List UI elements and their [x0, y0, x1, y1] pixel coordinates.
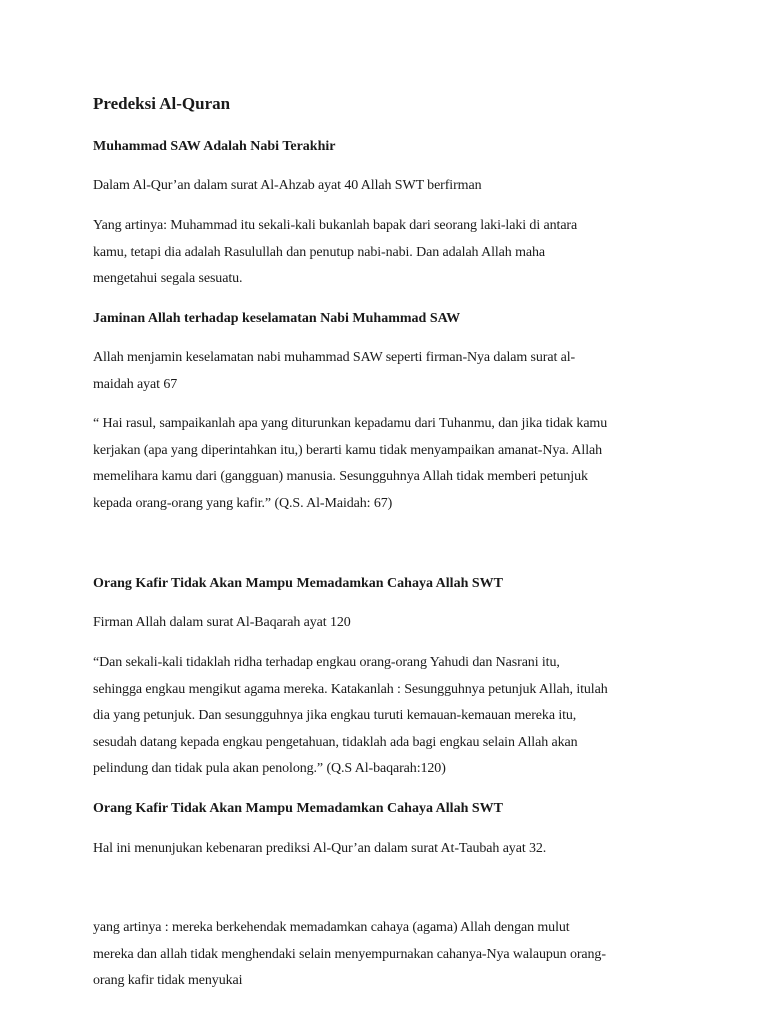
text-line: memelihara kamu dari (gangguan) manusia. Sesungguhnya Allah tidak memberi petunjuk — [93, 469, 588, 484]
text-line: “ Hai rasul, sampaikanlah apa yang diturunkan kepadamu dari Tuhanmu, dan jika tidak kamu — [93, 416, 608, 431]
section-2-paragraph-1 — [93, 345, 683, 398]
text-line: Firman Allah dalam surat Al-Baqarah ayat 120 — [93, 615, 351, 630]
text-line: Hal ini menunjukan kebenaran prediksi Al-Qur’an dalam surat At-Taubah ayat 32. — [93, 841, 547, 856]
text-line: Dalam Al-Qur’an dalam surat Al-Ahzab ayat 40 Allah SWT berfirman — [93, 178, 482, 193]
section-heading-1: Muhammad SAW Adalah Nabi Terakhir — [93, 139, 336, 154]
text-line: sesudah datang kepada engkau pengetahuan, tidaklah ada bagi engkau selain Allah akan — [93, 734, 578, 750]
text-line: Yang artinya: Muhammad itu sekali-kali bukanlah bapak dari seorang laki-laki di antara — [93, 218, 578, 233]
text-line: “Dan sekali-kali tidaklah ridha terhadap engkau orang-orang Yahudi dan Nasrani itu, — [93, 655, 560, 670]
section-1-paragraph-2 — [93, 213, 683, 293]
section-heading-3: Orang Kafir Tidak Akan Mampu Memadamkan Cahaya Allah SWT — [93, 576, 503, 591]
section-heading-4: Orang Kafir Tidak Akan Mampu Memadamkan Cahaya Allah SWT — [93, 801, 503, 816]
text-line: kerjakan (apa yang diperintahkan itu,) berarti kamu tidak menyampaikan amanat-Nya. Allah — [93, 442, 603, 458]
section-4-paragraph-2 — [93, 915, 683, 995]
text-line: pelindung dan tidak pula akan penolong.” (Q.S Al-baqarah:120) — [93, 761, 446, 776]
section-3-paragraph-2 — [93, 650, 683, 783]
section-3-paragraph-1 — [93, 610, 683, 637]
text-line: orang kafir tidak menyukai — [93, 973, 243, 988]
section-1-paragraph-1 — [93, 173, 683, 200]
text-line: sehingga engkau mengikut agama mereka. Katakanlah : Sesungguhnya petunjuk Allah, itulah — [93, 681, 608, 697]
text-line: Allah menjamin keselamatan nabi muhammad SAW seperti firman-Nya dalam surat al- — [93, 350, 576, 365]
text-line: mengetahui segala sesuatu. — [93, 271, 243, 286]
text-line: mereka dan allah tidak menghendaki selain menyempurnakan cahanya-Nya walaupun orang- — [93, 946, 606, 962]
text-line: maidah ayat 67 — [93, 376, 178, 392]
text-line: kepada orang-orang yang kafir.” (Q.S. Al-Maidah: 67) — [93, 495, 393, 511]
text-line: yang artinya : mereka berkehendak memadamkan cahaya (agama) Allah dengan mulut — [93, 920, 570, 935]
text-line: dia yang petunjuk. Dan sesungguhnya jika engkau turuti kemauan-kemauan mereka itu, — [93, 708, 577, 723]
section-heading-2: Jaminan Allah terhadap keselamatan Nabi Muhammad SAW — [93, 311, 461, 326]
text-line: kamu, tetapi dia adalah Rasulullah dan penutup nabi-nabi. Dan adalah Allah maha — [93, 244, 546, 260]
section-4-paragraph-1 — [93, 836, 683, 863]
page-title: Predeksi Al-Quran — [93, 94, 231, 113]
section-2-paragraph-2 — [93, 411, 683, 517]
